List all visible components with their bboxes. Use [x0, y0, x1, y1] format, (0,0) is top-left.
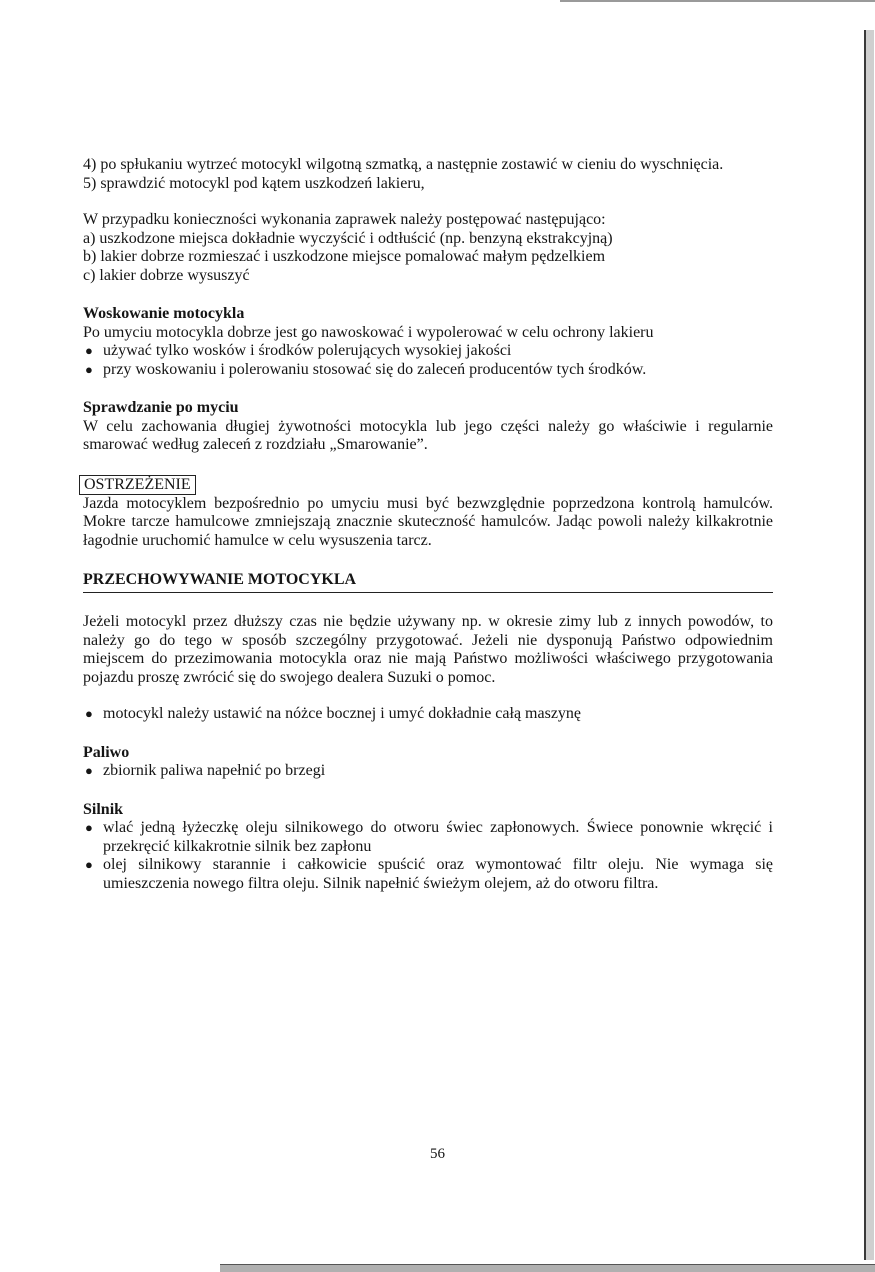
engine-section	[83, 801, 773, 894]
bullet-icon: ●	[85, 361, 93, 377]
waxing-bullet-list	[83, 342, 773, 379]
list-item	[83, 819, 773, 856]
warning-text: Jazda motocyklem bezpośrednio po umyciu musi być bezwzględnie poprzedzona kontrolą hamulców. Mokre tarcze hamulcowe zmniejszają znacznie skuteczność hamulców. Jadąc powoli należy kilkakrotnie łagodnie uruchomić hamulce w celu wysuszenia tarcz.	[83, 494, 773, 549]
check-section	[83, 399, 773, 455]
list-item-text: przy woskowaniu i polerowaniu stosować się do zaleceń producentów tych środków.	[103, 360, 647, 378]
bullet-icon: ●	[85, 706, 93, 721]
list-item-text: wlać jedną łyżeczkę oleju silnikowego do otworu świec zapłonowych. Świece ponownie wkręcić i przekręcić kilkakrotnie silnik bez zapłonu	[103, 819, 773, 855]
engine-bullet-list	[83, 819, 773, 893]
touchup-step: b) lakier dobrze rozmieszać i uszkodzone miejsce pomalować małym pędzelkiem	[83, 248, 606, 265]
list-item-text: zbiornik paliwa napełnić po brzegi	[103, 762, 326, 779]
check-heading: Sprawdzanie po myciu	[83, 399, 239, 416]
touchup-lead: W przypadku konieczności wykonania zaprawek należy postępować następująco:	[83, 211, 606, 228]
list-item	[83, 342, 773, 361]
bullet-icon: ●	[85, 857, 93, 872]
waxing-heading: Woskowanie motocykla	[83, 305, 245, 322]
touchup-section	[83, 211, 773, 285]
intro-item-4: 4) po spłukaniu wytrzeć motocykl wilgotną szmatką, a następnie zostawić w cieniu do wyschnięcia.	[83, 156, 724, 173]
storage-text: Jeżeli motocykl przez dłuższy czas nie będzie używany np. w okresie zimy lub z innych powodów, to należy go do tego w sposób szczególny przygotować. Jeżeli nie dysponują Państwo odpowiednim miejscem do przezimowania motocykla oraz nie mają Państwo możliwości właściwego przygotowania pojazdu proszę zwrócić się do swojego dealera Suzuki o pomoc.	[83, 613, 773, 686]
fuel-section	[83, 744, 773, 781]
warning-section	[83, 475, 773, 551]
scan-edge-right	[864, 30, 874, 1260]
list-item	[83, 361, 773, 380]
list-item-text: używać tylko wosków i środków polerujących wysokiej jakości	[103, 342, 512, 359]
waxing-text: Po umyciu motocykla dobrze jest go nawoskować i wypolerować w celu ochrony lakieru	[83, 323, 654, 341]
list-item	[83, 856, 773, 893]
document-page	[83, 156, 773, 893]
warning-label: OSTRZEŻENIE	[79, 475, 196, 495]
storage-section	[83, 613, 773, 724]
check-text: W celu zachowania długiej żywotności motocykla lub jego części należy go właściwie i regularnie smarować według zaleceń z rozdziału „Smarowanie”.	[83, 417, 773, 453]
bullet-icon: ●	[85, 343, 93, 358]
page-number: 56	[430, 1146, 445, 1162]
bullet-icon: ●	[85, 820, 93, 835]
intro-item-5: 5) sprawdzić motocykl pod kątem uszkodzeń lakieru,	[83, 174, 425, 192]
fuel-bullet-list	[83, 762, 773, 781]
list-item-text: motocykl należy ustawić na nóżce bocznej i umyć dokładnie całą maszynę	[103, 705, 582, 722]
list-item	[83, 762, 773, 781]
storage-bullet-list	[83, 705, 773, 724]
waxing-section	[83, 305, 773, 379]
bullet-icon: ●	[85, 763, 93, 778]
fuel-heading: Paliwo	[83, 743, 130, 761]
engine-heading: Silnik	[83, 800, 124, 818]
touchup-step: c) lakier dobrze wysuszyć	[83, 266, 250, 284]
list-item-text: olej silnikowy starannie i całkowicie spuścić oraz wymontować filtr oleju. Nie wymaga się umieszczenia nowego filtra oleju. Silnik napełnić świeżym olejem, aż do otworu filtra.	[103, 856, 773, 892]
storage-section-title: PRZECHOWYWANIE MOTOCYKLA	[83, 570, 773, 593]
touchup-step: a) uszkodzone miejsca dokładnie wyczyścić i odtłuścić (np. benzyną ekstrakcyjną)	[83, 229, 613, 247]
list-item	[83, 705, 773, 724]
scan-edge-top	[560, 0, 875, 2]
